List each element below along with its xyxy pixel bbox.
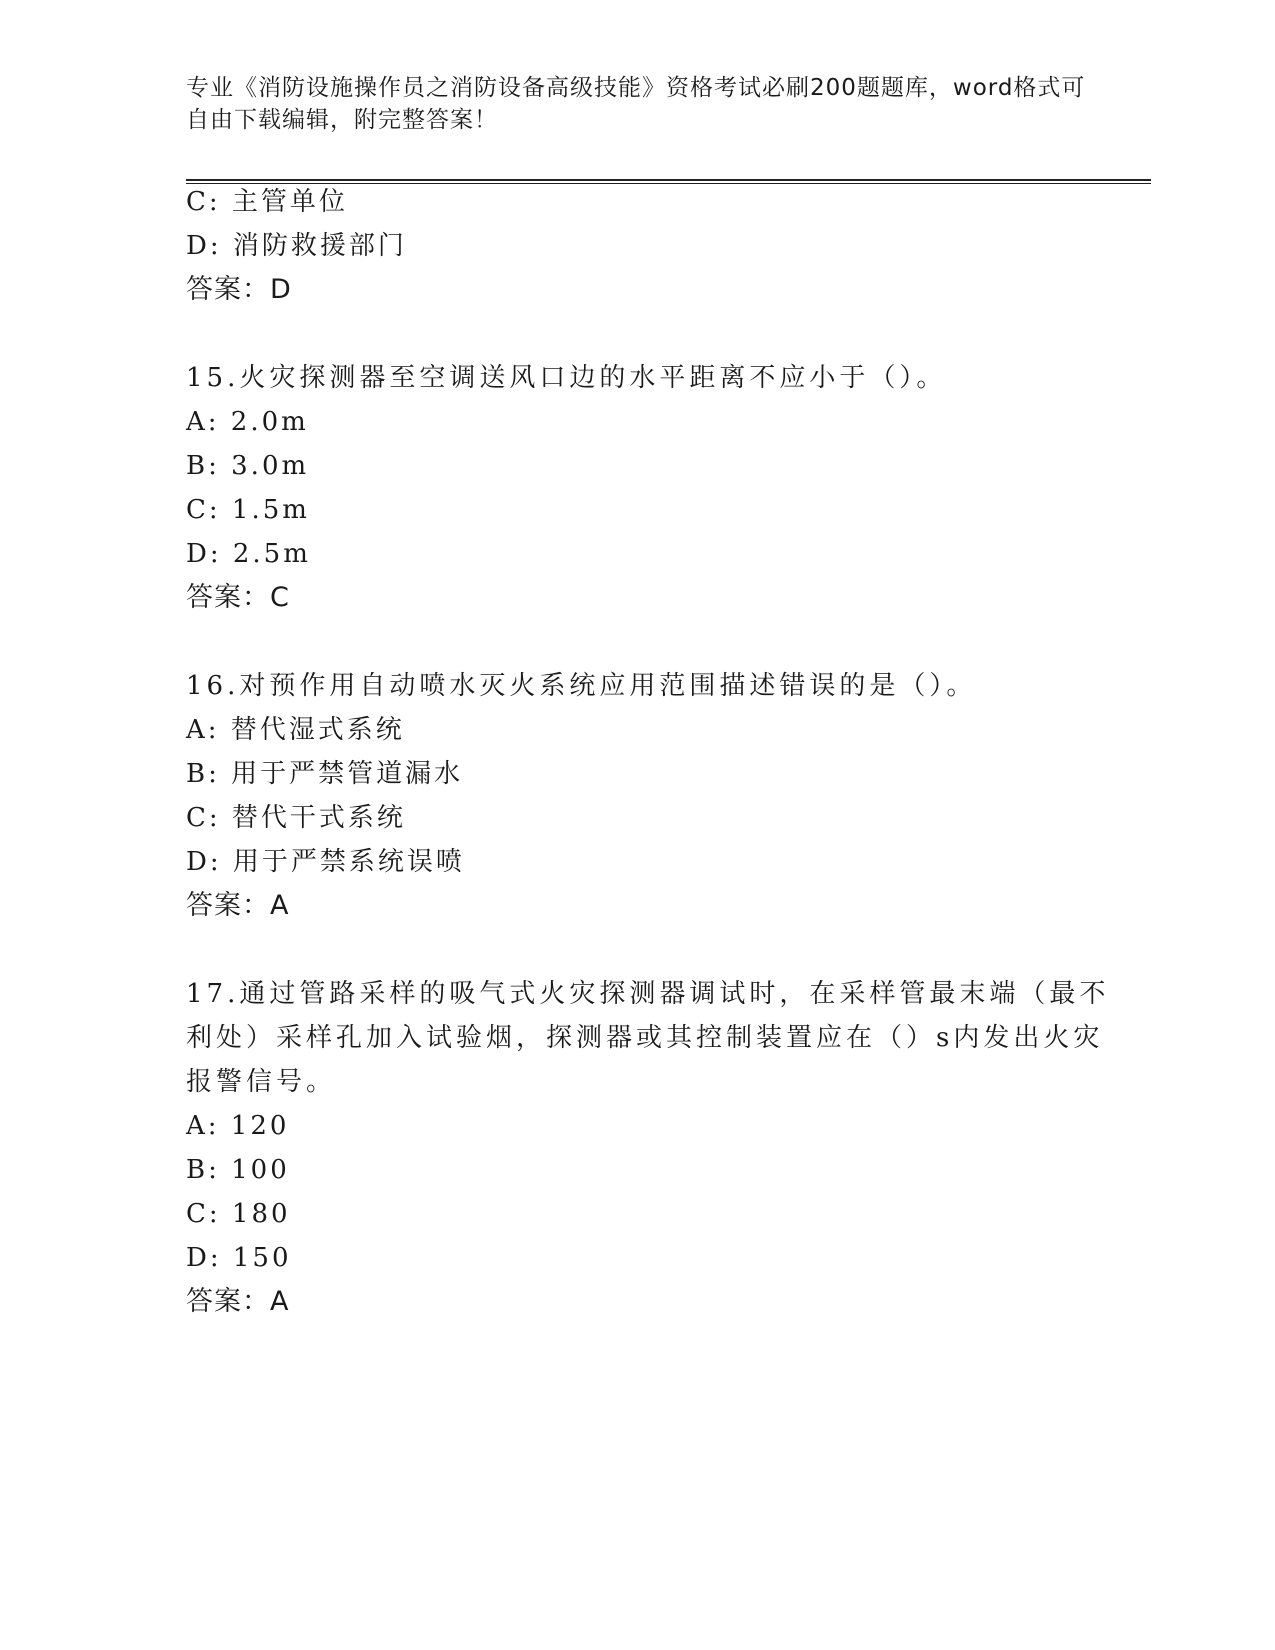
question-16-text: 16.对预作用自动喷水灭火系统应用范围描述错误的是（）。 bbox=[186, 671, 977, 701]
question-17-option-b: B: 100 bbox=[186, 1155, 290, 1185]
answer-label: 答案：D bbox=[186, 274, 292, 305]
option-d: D: 消防救援部门 bbox=[186, 231, 407, 261]
question-17-text-line-3: 报警信号。 bbox=[186, 1067, 337, 1097]
question-15-text: 15.火灾探测器至空调送风口边的水平距离不应小于（）。 bbox=[186, 363, 947, 393]
option-c: C: 主管单位 bbox=[186, 187, 348, 217]
question-17-text-line-1: 17.通过管路采样的吸气式火灾探测器调试时，在采样管最末端（最不 bbox=[186, 979, 1110, 1009]
question-16-option-c: C: 替代干式系统 bbox=[186, 803, 406, 833]
question-17-answer: 答案：A bbox=[186, 1286, 290, 1317]
question-16-option-b: B: 用于严禁管道漏水 bbox=[186, 759, 464, 789]
question-15-option-a: A: 2.0m bbox=[186, 407, 309, 437]
document-header-title: 专业《消防设施操作员之消防设备高级技能》资格考试必刷200题题库，word格式可自由下载编辑，附完整答案！ bbox=[186, 75, 1086, 133]
question-17-option-a: A: 120 bbox=[186, 1111, 290, 1141]
question-16-answer: 答案：A bbox=[186, 890, 290, 921]
question-17-text-line-2: 利处）采样孔加入试验烟，探测器或其控制装置应在（）s内发出火灾 bbox=[186, 1023, 1104, 1053]
question-15-option-d: D: 2.5m bbox=[186, 539, 311, 569]
question-16-option-d: D: 用于严禁系统误喷 bbox=[186, 847, 465, 877]
question-17-option-d: D: 150 bbox=[186, 1243, 292, 1273]
question-17-option-c: C: 180 bbox=[186, 1199, 291, 1229]
question-15-option-c: C: 1.5m bbox=[186, 495, 310, 525]
question-16-option-a: A: 替代湿式系统 bbox=[186, 715, 405, 745]
header-divider bbox=[186, 179, 1151, 184]
question-15-answer: 答案：C bbox=[186, 582, 290, 613]
question-15-option-b: B: 3.0m bbox=[186, 451, 310, 481]
